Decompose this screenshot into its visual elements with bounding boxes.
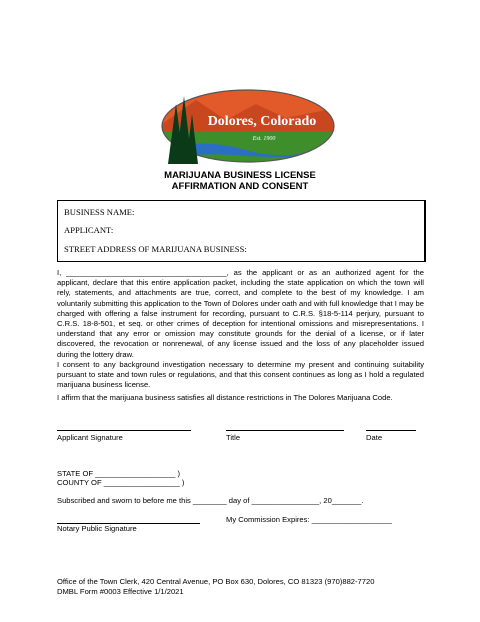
- applicant-label: APPLICANT:: [64, 225, 114, 235]
- town-logo: [146, 86, 336, 166]
- state-of-line: STATE OF ___________________ ): [57, 469, 180, 478]
- date-label: Date: [366, 433, 383, 442]
- business-info-box: [57, 200, 426, 262]
- applicant-signature-label: Applicant Signature: [57, 433, 123, 442]
- title-line[interactable]: [226, 430, 344, 431]
- date-line[interactable]: [366, 430, 416, 431]
- document-title-line1: MARIJUANA BUSINESS LICENSE: [164, 170, 316, 181]
- distance-paragraph: I affirm that the marijuana business satisfies all distance restrictions in The Dolores Marijuana Code.: [57, 393, 393, 402]
- street-address-label: STREET ADDRESS OF MARIJUANA BUSINESS:: [64, 244, 247, 254]
- commission-expires: My Commission Expires: ___________________: [226, 515, 392, 524]
- county-of-line: COUNTY OF __________________ ): [57, 478, 185, 487]
- applicant-signature-line[interactable]: [57, 430, 191, 431]
- notary-signature-label: Notary Public Signature: [57, 524, 137, 533]
- document-title-line2: AFFIRMATION AND CONSENT: [171, 181, 309, 192]
- logo-est: Est. 1900: [252, 136, 276, 142]
- footer-address: Office of the Town Clerk, 420 Central Avenue, PO Box 630, Dolores, CO 81323 (970)882-7720: [57, 577, 375, 586]
- affirmation-paragraph: I, ______________________________________, as the applicant or as an authorized agent for the applicant, declare that this entire application packet, including the state application on which the town will rely, statements, and attachments are true, correct, and complete to the best of my knowledge. I am voluntarily submitting this application to the Town of Dolores under oath and with full knowledge that I may be charged with offering a false instrument for recording, pursuant to C.R.S. §18-5-114 perjury, pursuant to C.R.S. 18-8-501, et seq. or other crimes of deception for intentional omissions and misrepresentations. I understand that any error or omission may constitute grounds for the denial of a license, or if later discovered, the revocation or nonrenewal, of any license issued and the loss of any placeholder issued during the lottery draw.: [57, 268, 424, 359]
- logo-town-name: Dolores, Colorado: [207, 114, 317, 129]
- consent-paragraph: I consent to any background investigation necessary to determine my present and continuing suitability pursuant to state and town rules or regulations, and that this consent continues as long as I hold a regulated marijuana business license.: [57, 360, 424, 390]
- title-label: Title: [226, 433, 241, 442]
- sworn-line: Subscribed and sworn to before me this ________ day of ________________, 20_______.: [57, 496, 364, 505]
- business-name-label: BUSINESS NAME:: [64, 207, 135, 217]
- footer-form-number: DMBL Form #0003 Effective 1/1/2021: [57, 587, 184, 596]
